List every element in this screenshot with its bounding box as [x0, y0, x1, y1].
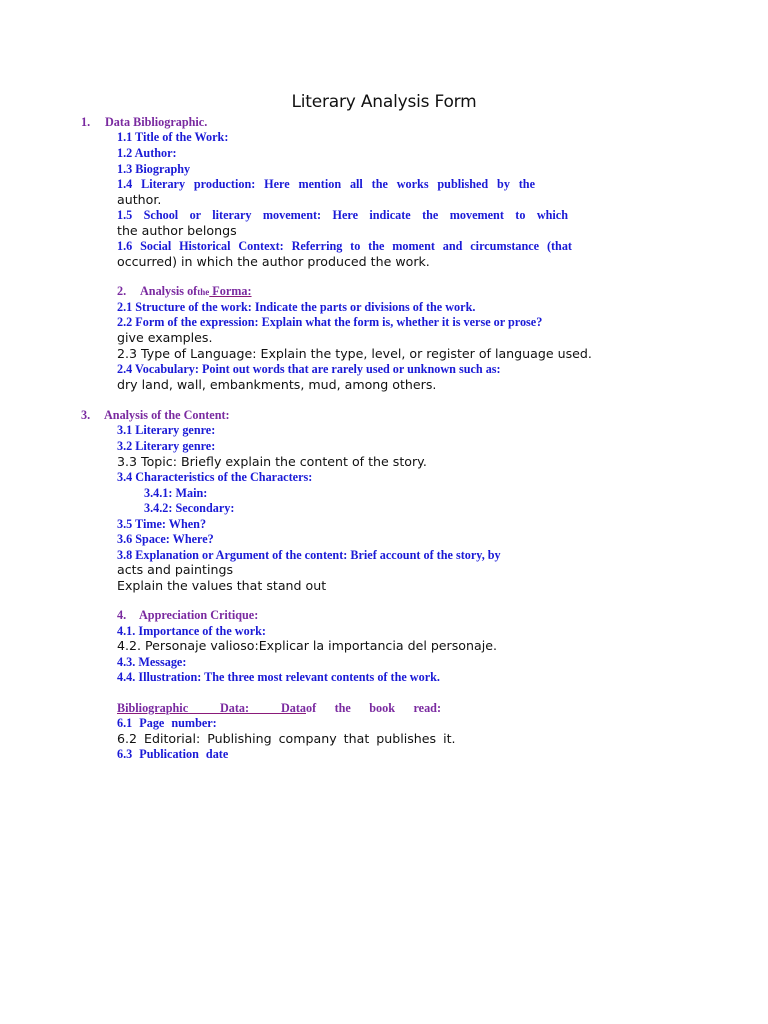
item-2-4: 2.4 Vocabulary: Point out words that are rarely used or unknown such as: [117, 362, 501, 376]
item-1-4-continuation: author. [117, 192, 162, 207]
section-2-title-c: Forma: [209, 284, 252, 298]
item-4-2: 4.2. Personaje valioso:Explicar la importancia del personaje. [117, 638, 497, 653]
section-2-title-a: Analysis of [140, 284, 198, 298]
section-3-title: Analysis of the Content: [104, 408, 230, 422]
item-1-3: 1.3 Biography [117, 162, 191, 176]
section-4-number: 4. [117, 608, 127, 622]
item-6-3: 6.3 Publication date [117, 747, 229, 761]
item-2-2: 2.2 Form of the expression: Explain what the form is, whether it is verse or prose? [117, 315, 543, 329]
section-4-heading [117, 607, 258, 623]
item-4-4: 4.4. Illustration: The three most relevant contents of the work. [117, 670, 440, 684]
bibliographic-heading [117, 700, 441, 716]
item-2-2-continuation: give examples. [117, 330, 213, 345]
section-2-number: 2. [117, 284, 127, 298]
item-3-2: 3.2 Literary genre: [117, 439, 216, 453]
page-title: Literary Analysis Form [291, 92, 477, 112]
section-1-heading [81, 114, 207, 130]
item-1-4: 1.4 Literary production: Here mention all the works published by the [117, 177, 535, 191]
section-3-heading [81, 407, 230, 423]
item-2-4-continuation: dry land, wall, embankments, mud, among others. [117, 377, 437, 392]
item-4-1: 4.1. Importance of the work: [117, 624, 266, 638]
item-3-8-values: Explain the values that stand out [117, 578, 327, 593]
item-3-8: 3.8 Explanation or Argument of the content: Brief account of the story, by [117, 548, 501, 562]
section-2-title-b: the [197, 287, 210, 297]
item-1-6-continuation: occurred) in which the author produced the work. [117, 254, 430, 269]
item-2-3: 2.3 Type of Language: Explain the type, level, or register of language used. [117, 346, 592, 361]
item-3-1: 3.1 Literary genre: [117, 423, 216, 437]
item-6-1: 6.1 Page number: [117, 716, 217, 730]
item-1-5: 1.5 School or literary movement: Here indicate the movement to which [117, 208, 568, 222]
item-1-2: 1.2 Author: [117, 146, 177, 160]
item-3-3: 3.3 Topic: Briefly explain the content of the story. [117, 454, 427, 469]
section-1-number: 1. [81, 115, 91, 129]
item-3-4-2: 3.4.2: Secondary: [144, 501, 235, 515]
item-3-4: 3.4 Characteristics of the Characters: [117, 470, 313, 484]
section-2-heading [117, 283, 280, 300]
item-3-8-continuation: acts and paintings [117, 562, 234, 577]
item-2-1: 2.1 Structure of the work: Indicate the parts or divisions of the work. [117, 300, 476, 314]
item-3-5: 3.5 Time: When? [117, 517, 207, 531]
item-4-3: 4.3. Message: [117, 655, 187, 669]
item-1-5-continuation: the author belongs [117, 223, 237, 238]
bibliographic-heading-underlined: Bibliographic Data: Data [117, 701, 306, 715]
item-6-2: 6.2 Editorial: Publishing company that publishes it. [117, 731, 456, 746]
item-1-6: 1.6 Social Historical Context: Referring to the moment and circumstance (that [117, 239, 572, 253]
item-3-4-1: 3.4.1: Main: [144, 486, 208, 500]
section-4-title: Appreciation Critique: [139, 608, 259, 622]
section-1-title: Data Bibliographic. [105, 115, 208, 129]
item-3-6: 3.6 Space: Where? [117, 532, 214, 546]
section-3-number: 3. [81, 408, 91, 422]
item-1-1: 1.1 Title of the Work: [117, 130, 229, 144]
bibliographic-heading-rest: of the book read: [306, 701, 441, 715]
